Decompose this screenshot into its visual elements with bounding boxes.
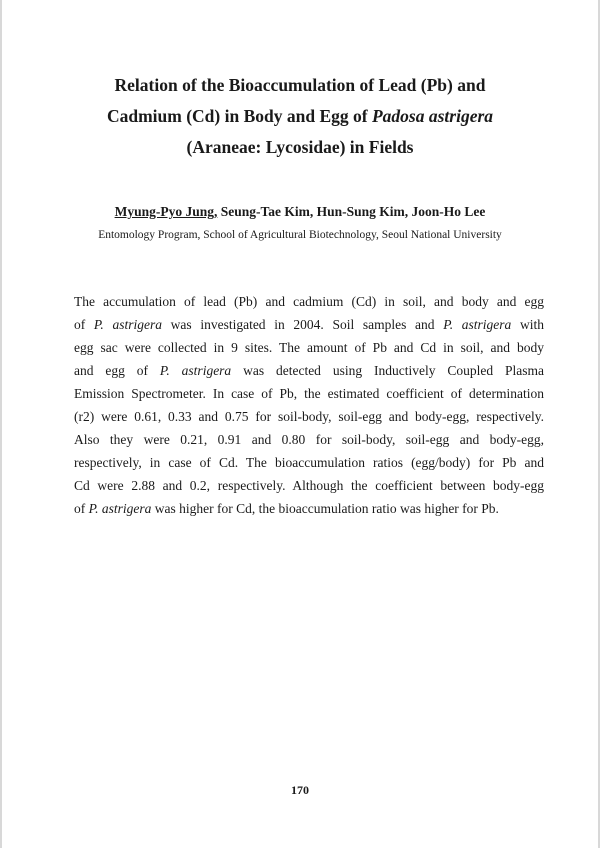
title-line-3: (Araneae: Lycosidae) in Fields	[186, 137, 414, 157]
abstract-line	[74, 497, 544, 520]
author-list	[40, 204, 560, 220]
abstract-line: Cd were 2.88 and 0.2, respectively. Although the coefficient between body-egg	[74, 478, 544, 493]
abstract-text: of	[74, 501, 89, 516]
abstract-text: was investigated in 2004. Soil samples and	[161, 317, 444, 332]
abstract-line: The accumulation of lead (Pb) and cadmium (Cd) in soil, and body and egg	[74, 294, 544, 309]
species-name: P. astrigera	[88, 501, 152, 516]
affiliation: Entomology Program, School of Agricultural Biotechnology, Seoul National University	[98, 229, 502, 241]
abstract-line: egg sac were collected in 9 sites. The amount of Pb and Cd in soil, and body	[74, 340, 544, 355]
abstract-line	[74, 313, 544, 336]
abstract-line: Also they were 0.21, 0.91 and 0.80 for soil-body, soil-egg and body-egg,	[74, 432, 544, 447]
title-species: Padosa astrigera	[371, 106, 494, 126]
title-line-1: Relation of the Bioaccumulation of Lead (Pb) and	[114, 75, 486, 95]
abstract-line: Emission Spectrometer. In case of Pb, the estimated coefficient of determination	[74, 386, 544, 401]
title-line-2-text: Cadmium (Cd) in Body and Egg of	[106, 106, 372, 126]
abstract-line	[74, 359, 544, 382]
species-name: P. astrigera	[93, 317, 162, 332]
abstract-text: was higher for Cd, the bioaccumulation ratio was higher for Pb.	[151, 501, 499, 516]
first-author: Myung-Pyo Jung,	[114, 204, 218, 219]
abstract	[74, 290, 544, 520]
page-number: 170	[291, 783, 309, 797]
title-line-2	[40, 101, 560, 132]
abstract-line: respectively, in case of Cd. The bioaccumulation ratios (egg/body) for Pb and	[74, 455, 544, 470]
species-name: P. astrigera	[443, 317, 512, 332]
abstract-text: was detected using Inductively Coupled Plasma	[231, 363, 544, 378]
species-name: P. astrigera	[159, 363, 232, 378]
abstract-text: of	[74, 317, 94, 332]
abstract-line: (r2) were 0.61, 0.33 and 0.75 for soil-body, soil-egg and body-egg, respectively.	[74, 409, 544, 424]
co-authors: Seung-Tae Kim, Hun-Sung Kim, Joon-Ho Lee	[217, 204, 486, 219]
abstract-text: and egg of	[74, 363, 160, 378]
abstract-text: with	[511, 317, 544, 332]
paper-title	[40, 70, 560, 163]
